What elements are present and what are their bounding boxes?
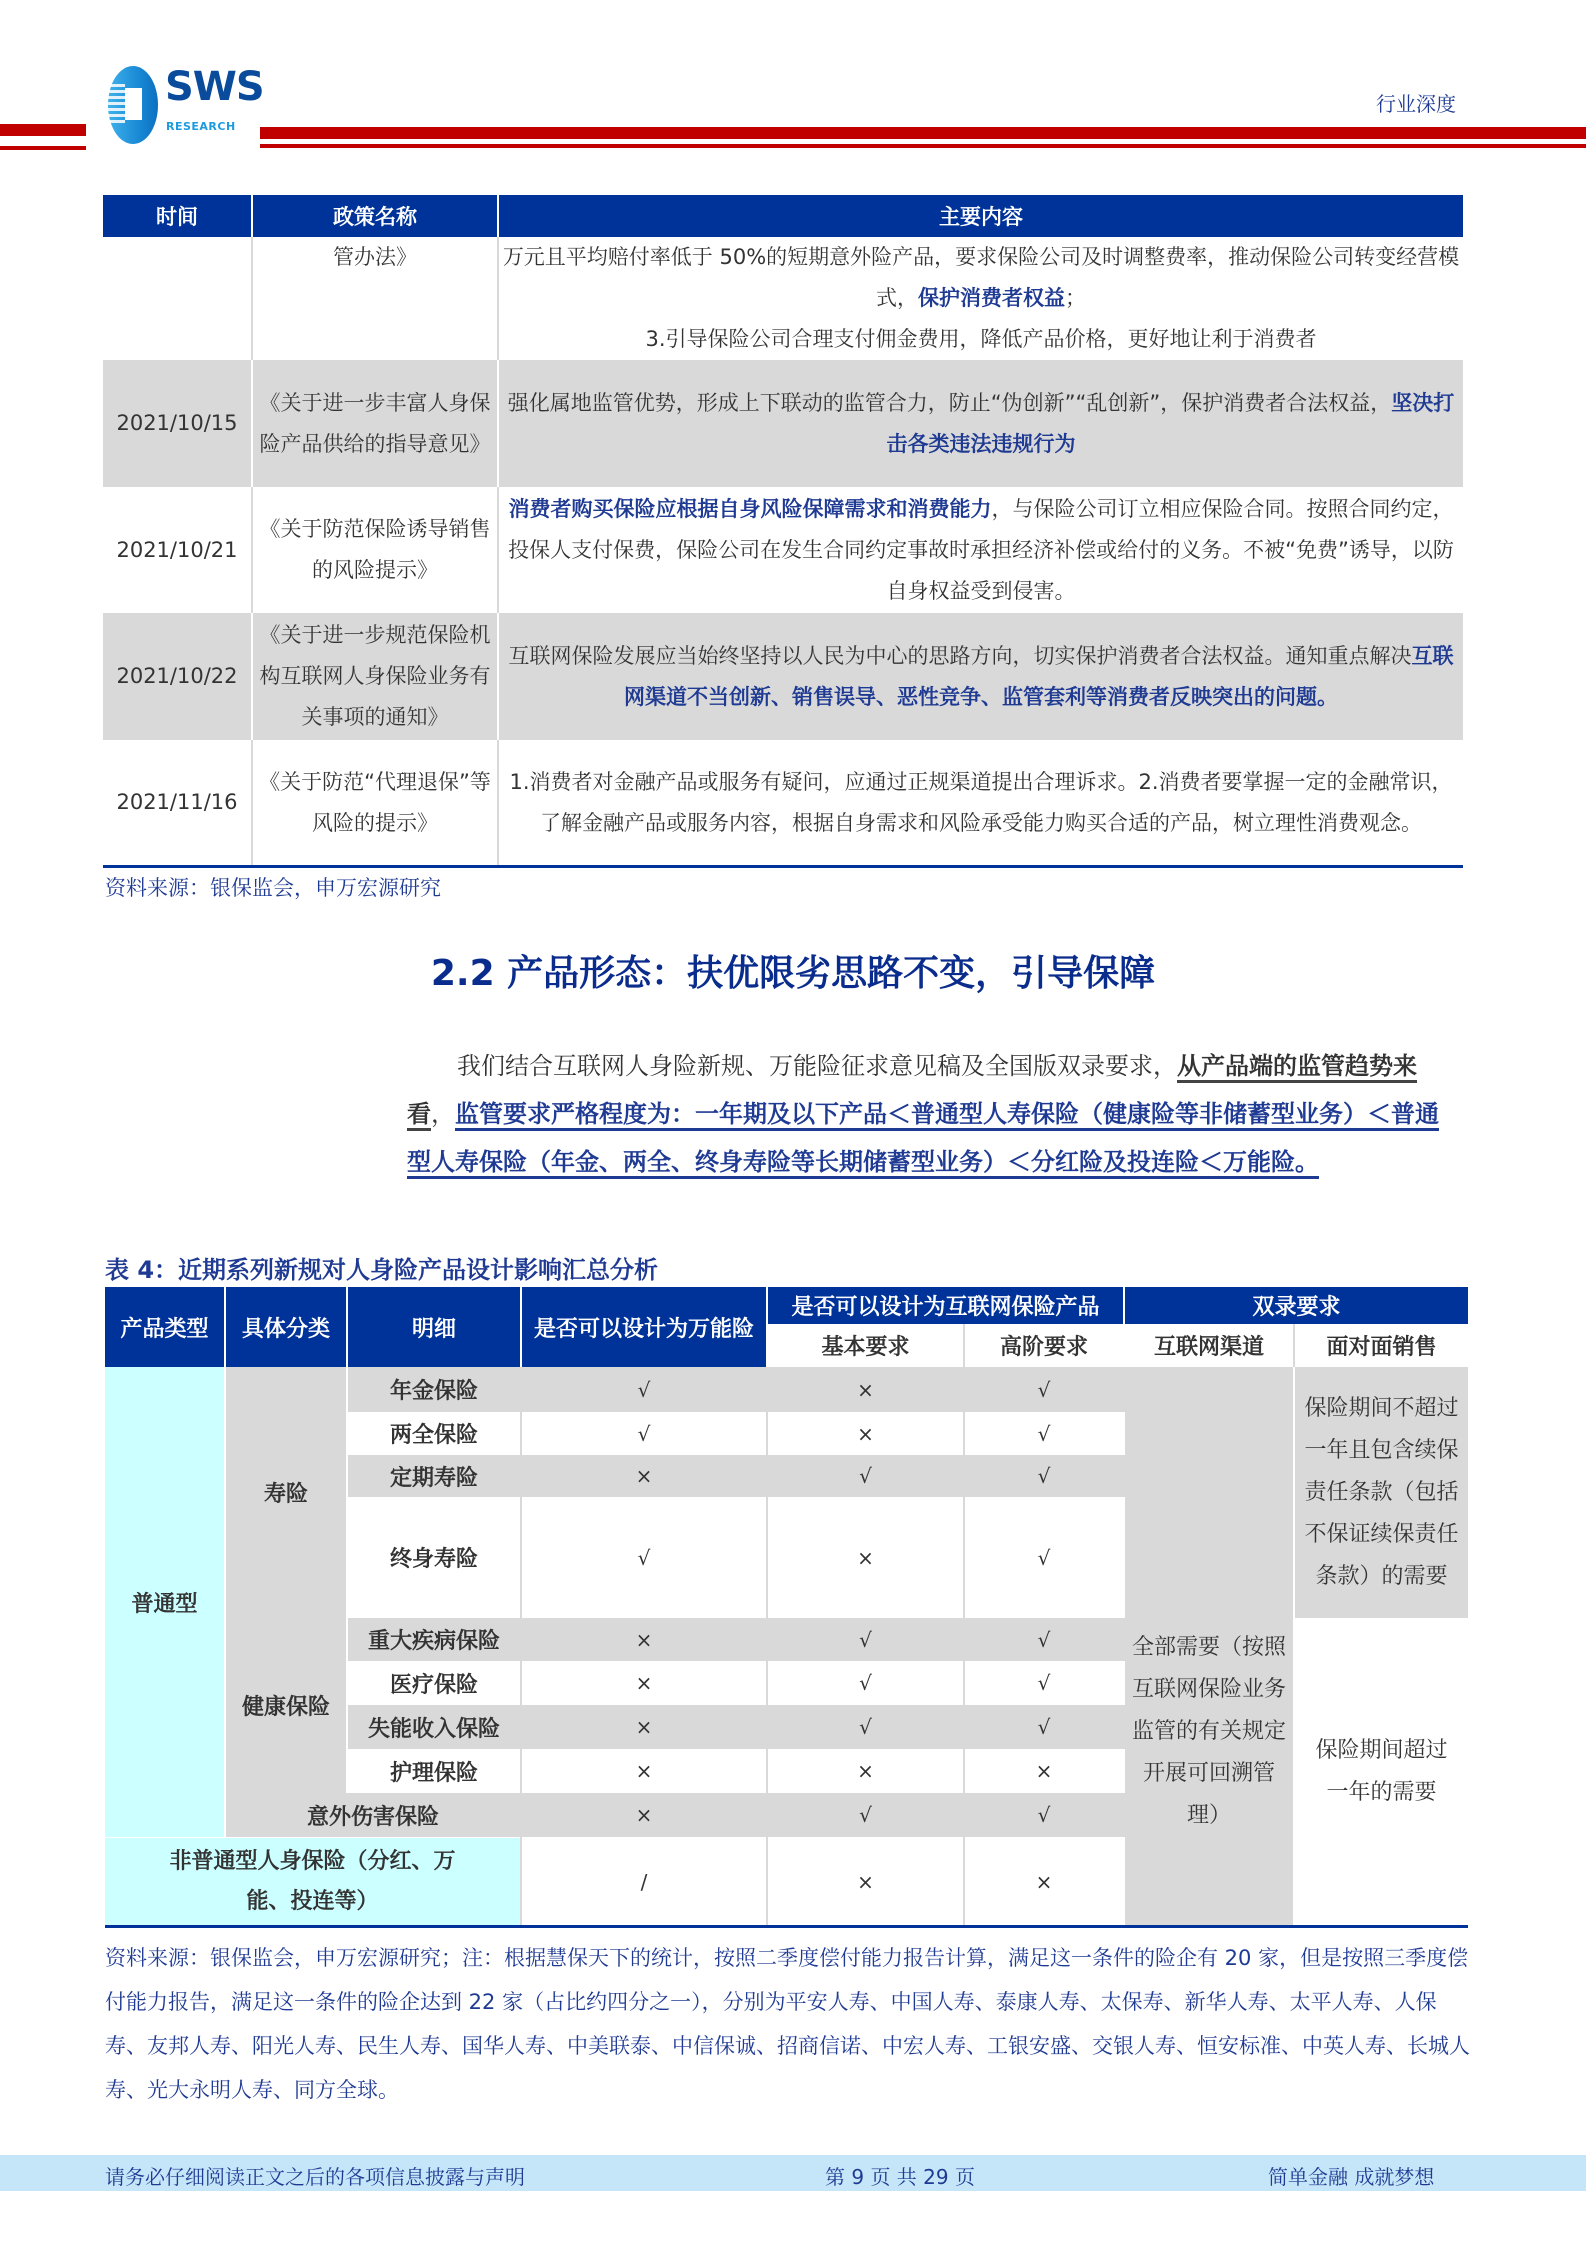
basic-cell: √	[859, 1715, 872, 1739]
table-bottom-rule	[105, 1925, 1468, 1928]
para-bold: 从产品端的监管趋势来看	[407, 1052, 1417, 1131]
basic-cell: √	[859, 1464, 872, 1488]
footer-slogan: 简单金融 成就梦想	[1268, 2165, 1435, 2189]
row-date: 2021/10/22	[103, 613, 253, 740]
advanced-cell: √	[1037, 1377, 1051, 1402]
divider	[1293, 1324, 1295, 1367]
header-red-bar	[260, 127, 1586, 139]
content-text-part: 互联网保险发展应当始终坚持以人民为中心的思路方向，切实保护消费者合法权益。通知重点解决	[508, 643, 1412, 668]
col-header-content: 主要内容	[939, 205, 1023, 229]
content-text: 1.消费者对金融产品或服务有疑问，应通过正规渠道提出合理诉求。2.消费者要掌握一定的金融常识，了解金融产品或服务内容，根据自身需求和风险承受能力购买合适的产品，树立理性消费观念。	[509, 769, 1453, 835]
row-policy: 《关于防范保险诱导销售的风险提示》	[253, 487, 499, 613]
content-text	[501, 237, 1461, 319]
advanced-cell: ×	[965, 1838, 1123, 1926]
divider	[766, 1367, 768, 1926]
content-text	[501, 489, 1461, 612]
table4-source-note: 资料来源：银保监会，申万宏源研究；注：根据慧保天下的统计，按照二季度偿付能力报告计算，满足这一条件的险企有 20 家，但是按照三季度偿付能力报告，满足这一条件的险企达到 22 家（占比约四分之一），分别为平安人寿、中国人寿、泰康人寿、太保寿、新华人寿、太平人寿、人保寿、友邦人寿、阳光人寿、民生人寿、国华人寿、中美联泰、中信保诚、招商信诺、中宏人寿、工银安盛、交银人寿、恒安标准、中英人寿、长城人寿、光大永明人寿、同方全球。	[105, 1946, 1470, 2102]
para-text: 我们结合互联网人身险新规、万能险征求意见稿及全国版双录要求，	[457, 1052, 1177, 1080]
report-type: 行业深度	[1376, 92, 1456, 116]
dual-f2f-note-short-term: 保险期间不超过一年且包含续保责任条款（包括不保证续保责任条款）的需要	[1295, 1367, 1468, 1618]
universal-cell: ×	[635, 1715, 653, 1739]
footer-disclaimer: 请务必仔细阅读正文之后的各项信息披露与声明	[105, 2165, 525, 2189]
content-highlight: 消费者购买保险应根据自身风险保障需求和消费能力	[508, 496, 992, 521]
content-text-part: ；	[1065, 286, 1086, 310]
row-content	[499, 360, 1463, 487]
col-header-basic: 基本要求	[768, 1324, 963, 1367]
content-highlight: 互联网渠道不当创新、销售误导、恶性竞争、监管套利等消费者反映突出的问题。	[624, 643, 1454, 709]
table-bottom-rule	[103, 865, 1463, 868]
content-text-part: 万元且平均赔付率低于 50%的短期意外险产品，要求保险公司及时调整费率，推动保险公司转变经营模式，	[502, 245, 1460, 310]
universal-cell: √	[522, 1497, 766, 1618]
row-policy: 管办法》	[253, 237, 499, 360]
col-header-product-type: 产品类型	[105, 1287, 224, 1367]
category-life: 寿险	[226, 1367, 346, 1618]
content-text	[501, 383, 1461, 465]
header-red-bar	[0, 124, 86, 136]
logo-subtext: RESEARCH	[166, 120, 236, 133]
universal-cell: /	[522, 1838, 766, 1926]
col-header-advanced: 高阶要求	[965, 1324, 1123, 1367]
advanced-cell: √	[1037, 1715, 1051, 1739]
universal-cell: ×	[635, 1627, 653, 1652]
basic-cell: ×	[768, 1838, 963, 1926]
detail-cell: 定期寿险	[348, 1455, 520, 1497]
row-policy: 《关于进一步丰富人身保险产品供给的指导意见》	[253, 360, 499, 487]
policy-table-header	[103, 195, 1463, 237]
logo-text: SWS	[165, 64, 264, 110]
table-row	[103, 487, 1463, 613]
advanced-cell: √	[965, 1497, 1123, 1618]
para-highlight: 监管要求严格程度为：一年期及以下产品＜普通型人寿保险（健康险等非储蓄型业务）＜普通型人寿保险（年金、两全、终身寿险等长期储蓄型业务）＜分红险及投连险＜万能险。	[407, 1100, 1439, 1179]
table-row	[103, 360, 1463, 487]
universal-cell: √	[522, 1412, 766, 1455]
col-header-dual-f2f: 面对面销售	[1295, 1324, 1468, 1367]
category-health: 健康保险	[226, 1618, 346, 1793]
divider	[963, 1324, 965, 1367]
para-text: ，	[431, 1100, 455, 1128]
product-design-table	[105, 1287, 1468, 1927]
col-header-detail: 明细	[348, 1287, 520, 1367]
universal-cell: ×	[522, 1661, 766, 1705]
product-type-non-ordinary: 非普通型人身保险（分红、万能、投连等）	[105, 1838, 520, 1926]
content-text: 3.引导保险公司合理支付佣金费用，降低产品价格，更好地让利于消费者	[645, 327, 1317, 351]
divider	[963, 1367, 965, 1926]
advanced-cell: √	[965, 1661, 1123, 1705]
universal-cell: ×	[635, 1464, 653, 1488]
detail-cell: 失能收入保险	[348, 1705, 520, 1749]
basic-cell: ×	[768, 1497, 963, 1618]
header-red-bar-thin	[260, 144, 1586, 148]
row-date: 2021/10/21	[103, 487, 253, 613]
detail-cell: 终身寿险	[348, 1497, 520, 1618]
section-heading: 2.2 产品形态：扶优限劣思路不变，引导保障	[430, 953, 1156, 994]
basic-cell: ×	[768, 1412, 963, 1455]
basic-cell: √	[768, 1661, 963, 1705]
row-date: 2021/11/16	[103, 740, 253, 865]
col-header-dual-internet: 互联网渠道	[1125, 1324, 1293, 1367]
universal-cell: ×	[522, 1749, 766, 1793]
page-number: 第 9 页 共 29 页	[825, 2165, 975, 2189]
detail-cell: 重大疾病保险	[348, 1618, 520, 1661]
col-header-dual-record-group: 双录要求	[1125, 1287, 1468, 1324]
row-content	[499, 613, 1463, 740]
col-header-date: 时间	[103, 195, 253, 237]
page-footer	[0, 2155, 1586, 2191]
advanced-cell: √	[1037, 1464, 1051, 1488]
divider	[520, 1367, 522, 1926]
header-red-bar-thin	[0, 146, 86, 150]
logo-ring-hole	[125, 88, 142, 120]
dual-internet-note: 全部需要（按照互联网保险业务监管的有关规定开展可回溯管理）	[1125, 1367, 1293, 1926]
basic-cell: √	[859, 1803, 872, 1827]
sws-logo	[108, 64, 264, 146]
row-content	[499, 740, 1463, 865]
logo-stripes	[108, 84, 125, 126]
row-date	[103, 237, 253, 360]
detail-cell: 意外伤害保险	[226, 1793, 520, 1837]
advanced-cell: ×	[965, 1749, 1123, 1793]
content-text-part: ，与保险公司订立相应保险合同。按照合同约定，投保人支付保费，保险公司在发生合同约定事故时承担经济补偿或给付的义务。不被“免费”诱导，以防自身权益受到侵害。	[508, 496, 1454, 603]
content-text	[501, 636, 1461, 718]
content-text-part: 强化属地监管优势，形成上下联动的监管合力，防止“伪创新”“乱创新”，保护消费者合法权益，	[507, 390, 1392, 415]
table4-title: 表 4：近期系列新规对人身险产品设计影响汇总分析	[105, 1256, 659, 1284]
col-header-category: 具体分类	[226, 1287, 346, 1367]
col-header-policy: 政策名称	[253, 195, 499, 237]
row-policy: 《关于进一步规范保险机构互联网人身保险业务有关事项的通知》	[253, 613, 499, 740]
table-row	[103, 613, 1463, 740]
basic-cell: ×	[768, 1749, 963, 1793]
row-content	[499, 237, 1463, 360]
table-row	[103, 237, 1463, 360]
advanced-cell: √	[965, 1412, 1123, 1455]
product-type-ordinary: 普通型	[105, 1367, 224, 1837]
table3-source: 资料来源：银保监会，申万宏源研究	[105, 876, 441, 900]
detail-cell: 医疗保险	[348, 1661, 520, 1705]
basic-cell: ×	[857, 1377, 874, 1402]
col-header-universal: 是否可以设计为万能险	[522, 1287, 766, 1367]
advanced-cell: √	[1037, 1627, 1051, 1652]
basic-cell: √	[859, 1627, 872, 1652]
detail-cell: 两全保险	[348, 1412, 520, 1455]
policy-table	[103, 195, 1463, 868]
row-content	[499, 487, 1463, 613]
content-highlight: 保护消费者权益	[918, 286, 1065, 310]
body-paragraph	[407, 1042, 1462, 1186]
advanced-cell: √	[1037, 1803, 1051, 1827]
row-date: 2021/10/15	[103, 360, 253, 487]
detail-cell: 护理保险	[348, 1749, 520, 1793]
universal-cell: √	[637, 1377, 651, 1402]
table-row	[103, 740, 1463, 865]
universal-cell: ×	[635, 1803, 653, 1827]
row-policy: 《关于防范“代理退保”等风险的提示》	[253, 740, 499, 865]
detail-cell: 年金保险	[348, 1367, 520, 1412]
col-header-internet-group: 是否可以设计为互联网保险产品	[768, 1287, 1123, 1324]
content-highlight: 坚决打击各类违法违规行为	[886, 390, 1455, 456]
dual-f2f-note-long-term: 保险期间超过一年的需要	[1295, 1618, 1468, 1926]
